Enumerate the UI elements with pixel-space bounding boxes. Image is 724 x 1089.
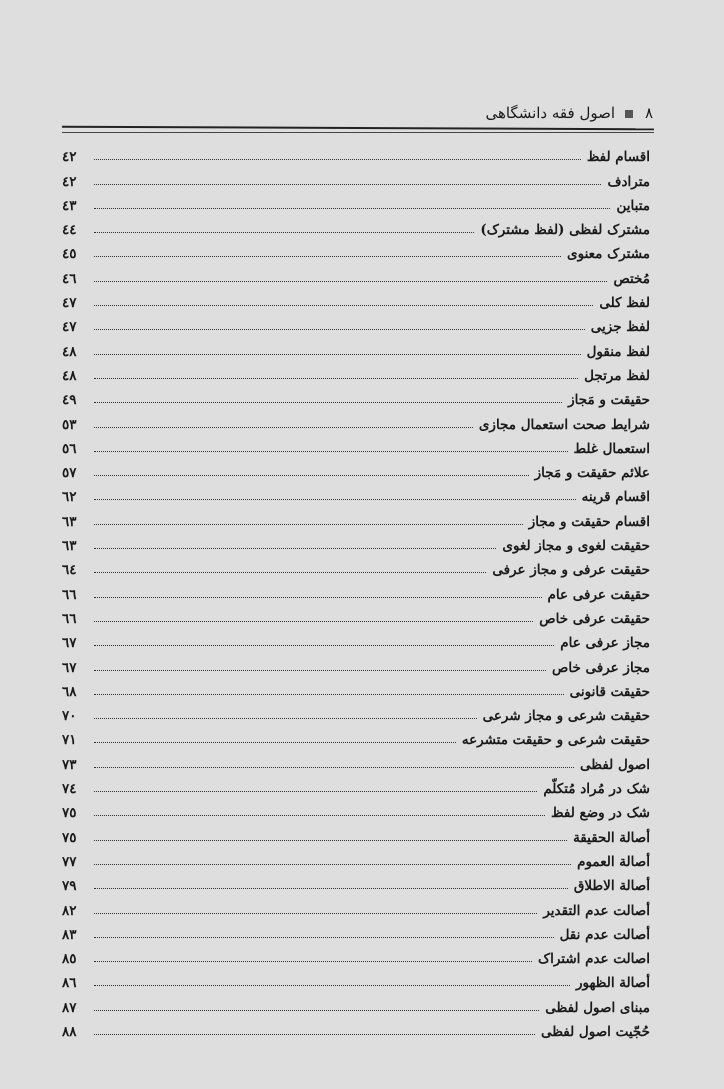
dot-leader [94,621,533,622]
toc-entry-title: لفظ کلی [599,295,650,312]
toc-entry-title: حقیقت و مَجاز [568,392,650,409]
toc-entry [62,578,650,602]
dot-leader [94,937,554,938]
page-number: ٨ [644,104,653,122]
dot-leader [94,427,473,428]
toc-entry-page: ٤٦ [62,270,77,287]
toc-entry [62,384,650,408]
toc-entry-title: اقسام قرینه [581,489,650,506]
toc-entry-page: ٦٢ [62,489,77,506]
toc-entry-title: حقیقت شرعی و مجاز شرعی [482,708,650,725]
dot-leader [94,815,545,816]
dot-leader [94,718,477,719]
toc-entry-title: علائم حقیقت و مَجاز [534,465,650,482]
toc-entry-title: مجاز عرفی خاص [552,659,650,676]
toc-entry-page: ٨٦ [62,975,77,992]
dot-leader [94,184,601,185]
dot-leader [94,864,571,865]
dot-leader [94,694,564,695]
toc-entry [62,797,650,821]
toc-entry-page: ٤٤ [62,222,77,239]
toc-entry-page: ٥٧ [62,465,77,482]
dot-leader [94,645,554,646]
toc-entry [62,627,650,651]
toc-entry-page: ٧٤ [62,781,77,798]
toc-entry [62,190,650,214]
toc-entry [62,919,650,943]
toc-entry-page: ٧١ [62,732,77,749]
header-rule [62,126,654,131]
toc-entry-title: اصول لفظی [580,756,650,773]
toc-entry-page: ٦٧ [62,635,77,652]
dot-leader [94,840,567,841]
toc-entry-page: ٧٥ [62,829,77,846]
toc-entry-title: أصالت عدم التقدیر [543,902,650,919]
toc-entry-page: ٨٧ [62,999,77,1016]
toc-entry-title: أصالة الاطلاق [573,878,650,895]
toc-entry [62,554,650,578]
dot-leader [94,524,523,525]
toc-entry-title: متباین [616,197,650,214]
toc-entry-page: ٧٥ [62,805,77,822]
toc-entry-page: ٦٣ [62,538,77,555]
toc-entry-page: ٦٧ [62,659,77,676]
toc-entry-page: ٥٣ [62,416,77,433]
dot-leader [94,961,532,962]
toc-entry [62,408,650,432]
dot-leader [94,742,456,743]
toc-entry [62,335,650,359]
dot-leader [94,499,576,500]
toc-entry [62,311,650,335]
dot-leader [94,913,537,914]
toc-entry-page: ٤٢ [62,149,77,166]
toc-entry-title: اقسام لفظ [586,149,650,166]
toc-entry [62,676,650,700]
toc-entry [62,724,650,748]
toc-entry-page: ٤٣ [62,197,77,214]
toc-entry-page: ٤٨ [62,343,77,360]
toc-entry-page: ٧٣ [62,756,77,773]
toc-entry [62,165,650,189]
toc-entry-title: حقیقت عرفی عام [547,586,650,603]
dot-leader [94,767,574,768]
toc-entry-title: حقیقت عرفی و مجاز عرفی [492,562,650,579]
dot-leader [94,572,486,573]
toc-entry-title: استعمال غلط [573,440,650,457]
toc-entry [62,603,650,627]
toc-entry [62,262,650,286]
toc-entry [62,141,650,165]
toc-entry-title: اقسام حقیقت و مجاز [528,513,650,530]
toc-entry-page: ٨٣ [62,926,77,943]
toc-entry-title: حقیقت قانونی [569,683,650,700]
dot-leader [94,281,607,282]
dot-leader [94,1010,539,1011]
table-of-contents [62,141,650,1040]
toc-entry-page: ٦٦ [62,586,77,603]
toc-entry [62,870,650,894]
toc-entry [62,846,650,870]
dot-leader [94,597,542,598]
toc-entry [62,748,650,772]
toc-entry-title: لفظ جزیی [590,319,650,336]
dot-leader [94,354,581,355]
toc-entry-title: حُجّیت اصول لفظی [540,1023,650,1040]
toc-entry-title: لفظ مرتجل [584,367,650,384]
toc-entry-page: ٦٦ [62,610,77,627]
toc-entry-title: مشترک لفظی (لفظ مشترک) [480,222,650,239]
toc-entry-page: ٨٨ [62,1023,77,1040]
dot-leader [94,329,585,330]
toc-entry-title: مبنای اصول لفظی [545,999,650,1016]
toc-entry-title: مشترک معنوی [567,246,650,263]
toc-entry-title: أصالة الحقیقة [573,829,650,846]
dot-leader [94,985,570,986]
toc-entry-title: مترادف [607,173,650,190]
toc-entry-title: حقیقت لغوی و مجاز لغوی [502,538,650,555]
toc-entry [62,773,650,797]
toc-entry [62,991,650,1015]
toc-entry-title: مجاز عرفی عام [560,635,650,652]
toc-entry [62,287,650,311]
toc-entry-title: حقیقت شرعی و حقیقت متشرعه [461,732,650,749]
toc-entry [62,360,650,384]
toc-entry [62,214,650,238]
dot-leader [94,791,537,792]
toc-entry-page: ٤٨ [62,367,77,384]
toc-entry-page: ٧٧ [62,853,77,870]
toc-entry-page: ٤٧ [62,295,77,312]
square-bullet-icon [625,110,633,118]
toc-entry [62,505,650,529]
dot-leader [94,670,546,671]
toc-entry-page: ٦٨ [62,683,77,700]
dot-leader [94,159,581,160]
toc-entry [62,481,650,505]
toc-entry-page: ٤٩ [62,392,77,409]
toc-entry-page: ٧٠ [62,708,77,725]
toc-entry [62,433,650,457]
toc-entry-title: اصالت عدم اشتراک [537,951,650,968]
dot-leader [94,305,593,306]
dot-leader [94,451,568,452]
toc-entry-title: شک در مُراد مُتکلّم [543,781,650,798]
toc-entry-page: ٤٥ [62,246,77,263]
toc-entry [62,967,650,991]
toc-entry [62,894,650,918]
toc-entry [62,700,650,724]
toc-entry-title: لفظ منقول [586,343,650,360]
dot-leader [94,402,562,403]
dot-leader [94,232,474,233]
toc-entry-title: حقیقت عرفی خاص [539,610,650,627]
toc-entry-title: أصالت عدم نقل [559,926,650,943]
dot-leader [94,208,610,209]
dot-leader [94,256,561,257]
toc-entry-page: ٨٥ [62,951,77,968]
toc-entry-page: ٤٧ [62,319,77,336]
toc-entry-title: أصالة الظهور [575,975,650,992]
book-title: اصول فقه دانشگاهی [485,104,615,122]
dot-leader [94,1034,535,1035]
toc-entry-title: مُختص [613,270,650,287]
toc-entry [62,651,650,675]
running-header [60,104,653,126]
dot-leader [94,475,529,476]
toc-entry-title: شرایط صحت استعمال مجازی [478,416,650,433]
toc-entry [62,821,650,845]
toc-entry-page: ٦٤ [62,562,77,579]
toc-entry [62,238,650,262]
dot-leader [94,548,496,549]
toc-entry-title: أصالة العموم [577,853,650,870]
header-rule-thin [62,132,654,133]
toc-entry [62,530,650,554]
toc-entry-page: ٦٣ [62,513,77,530]
toc-entry-page: ٥٦ [62,440,77,457]
toc-entry-page: ٧٩ [62,878,77,895]
toc-entry-title: شک در وضع لفظ [551,805,650,822]
dot-leader [94,378,578,379]
toc-entry [62,1016,650,1040]
toc-entry [62,457,650,481]
dot-leader [94,888,568,889]
toc-entry [62,943,650,967]
toc-entry-page: ٤٢ [62,173,77,190]
toc-entry-page: ٨٢ [62,902,77,919]
